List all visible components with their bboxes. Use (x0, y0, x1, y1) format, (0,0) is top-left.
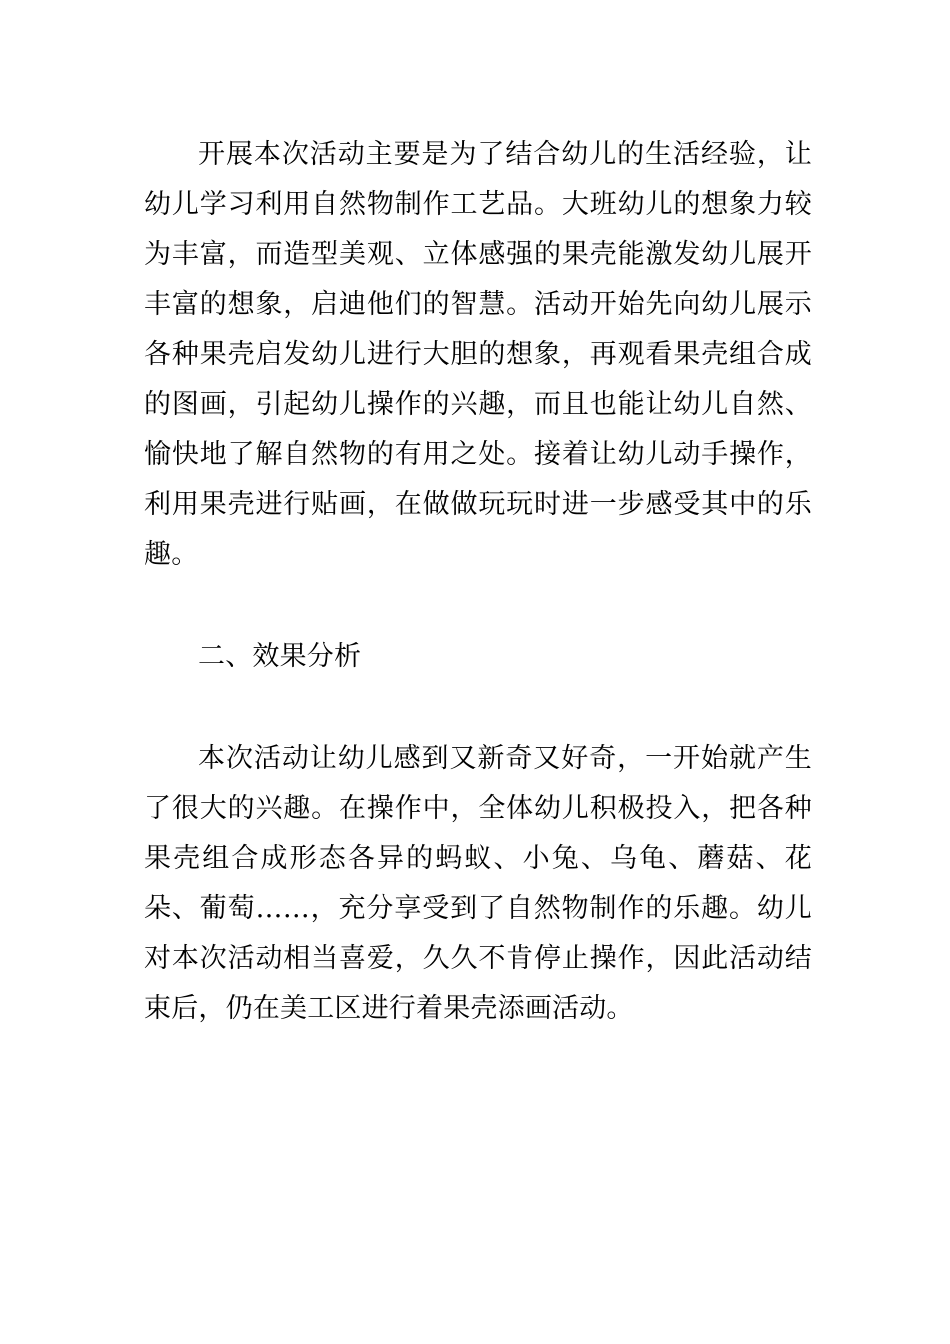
document-body (144, 130, 812, 1034)
section-heading: 二、效果分析 (198, 641, 362, 672)
body-paragraph-2: 本次活动让幼儿感到又新奇又好奇，一开始就产生了很大的兴趣。在操作中，全体幼儿积极投入，把各种果壳组合成形态各异的蚂蚁、小兔、乌龟、蘑菇、花朵、葡萄……，充分享受到了自然物制作的乐趣。幼儿对本次活动相当喜爱，久久不肯停止操作，因此活动结束后，仍在美工区进行着果壳添画活动。 (144, 743, 812, 1024)
body-paragraph-1: 开展本次活动主要是为了结合幼儿的生活经验，让幼儿学习利用自然物制作工艺品。大班幼儿的想象力较为丰富，而造型美观、立体感强的果壳能激发幼儿展开丰富的想象，启迪他们的智慧。活动开始先向幼儿展示各种果壳启发幼儿进行大胆的想象，再观看果壳组合成的图画，引起幼儿操作的兴趣，而且也能让幼儿自然、愉快地了解自然物的有用之处。接着让幼儿动手操作，利用果壳进行贴画，在做做玩玩时进一步感受其中的乐趣。 (144, 139, 812, 570)
